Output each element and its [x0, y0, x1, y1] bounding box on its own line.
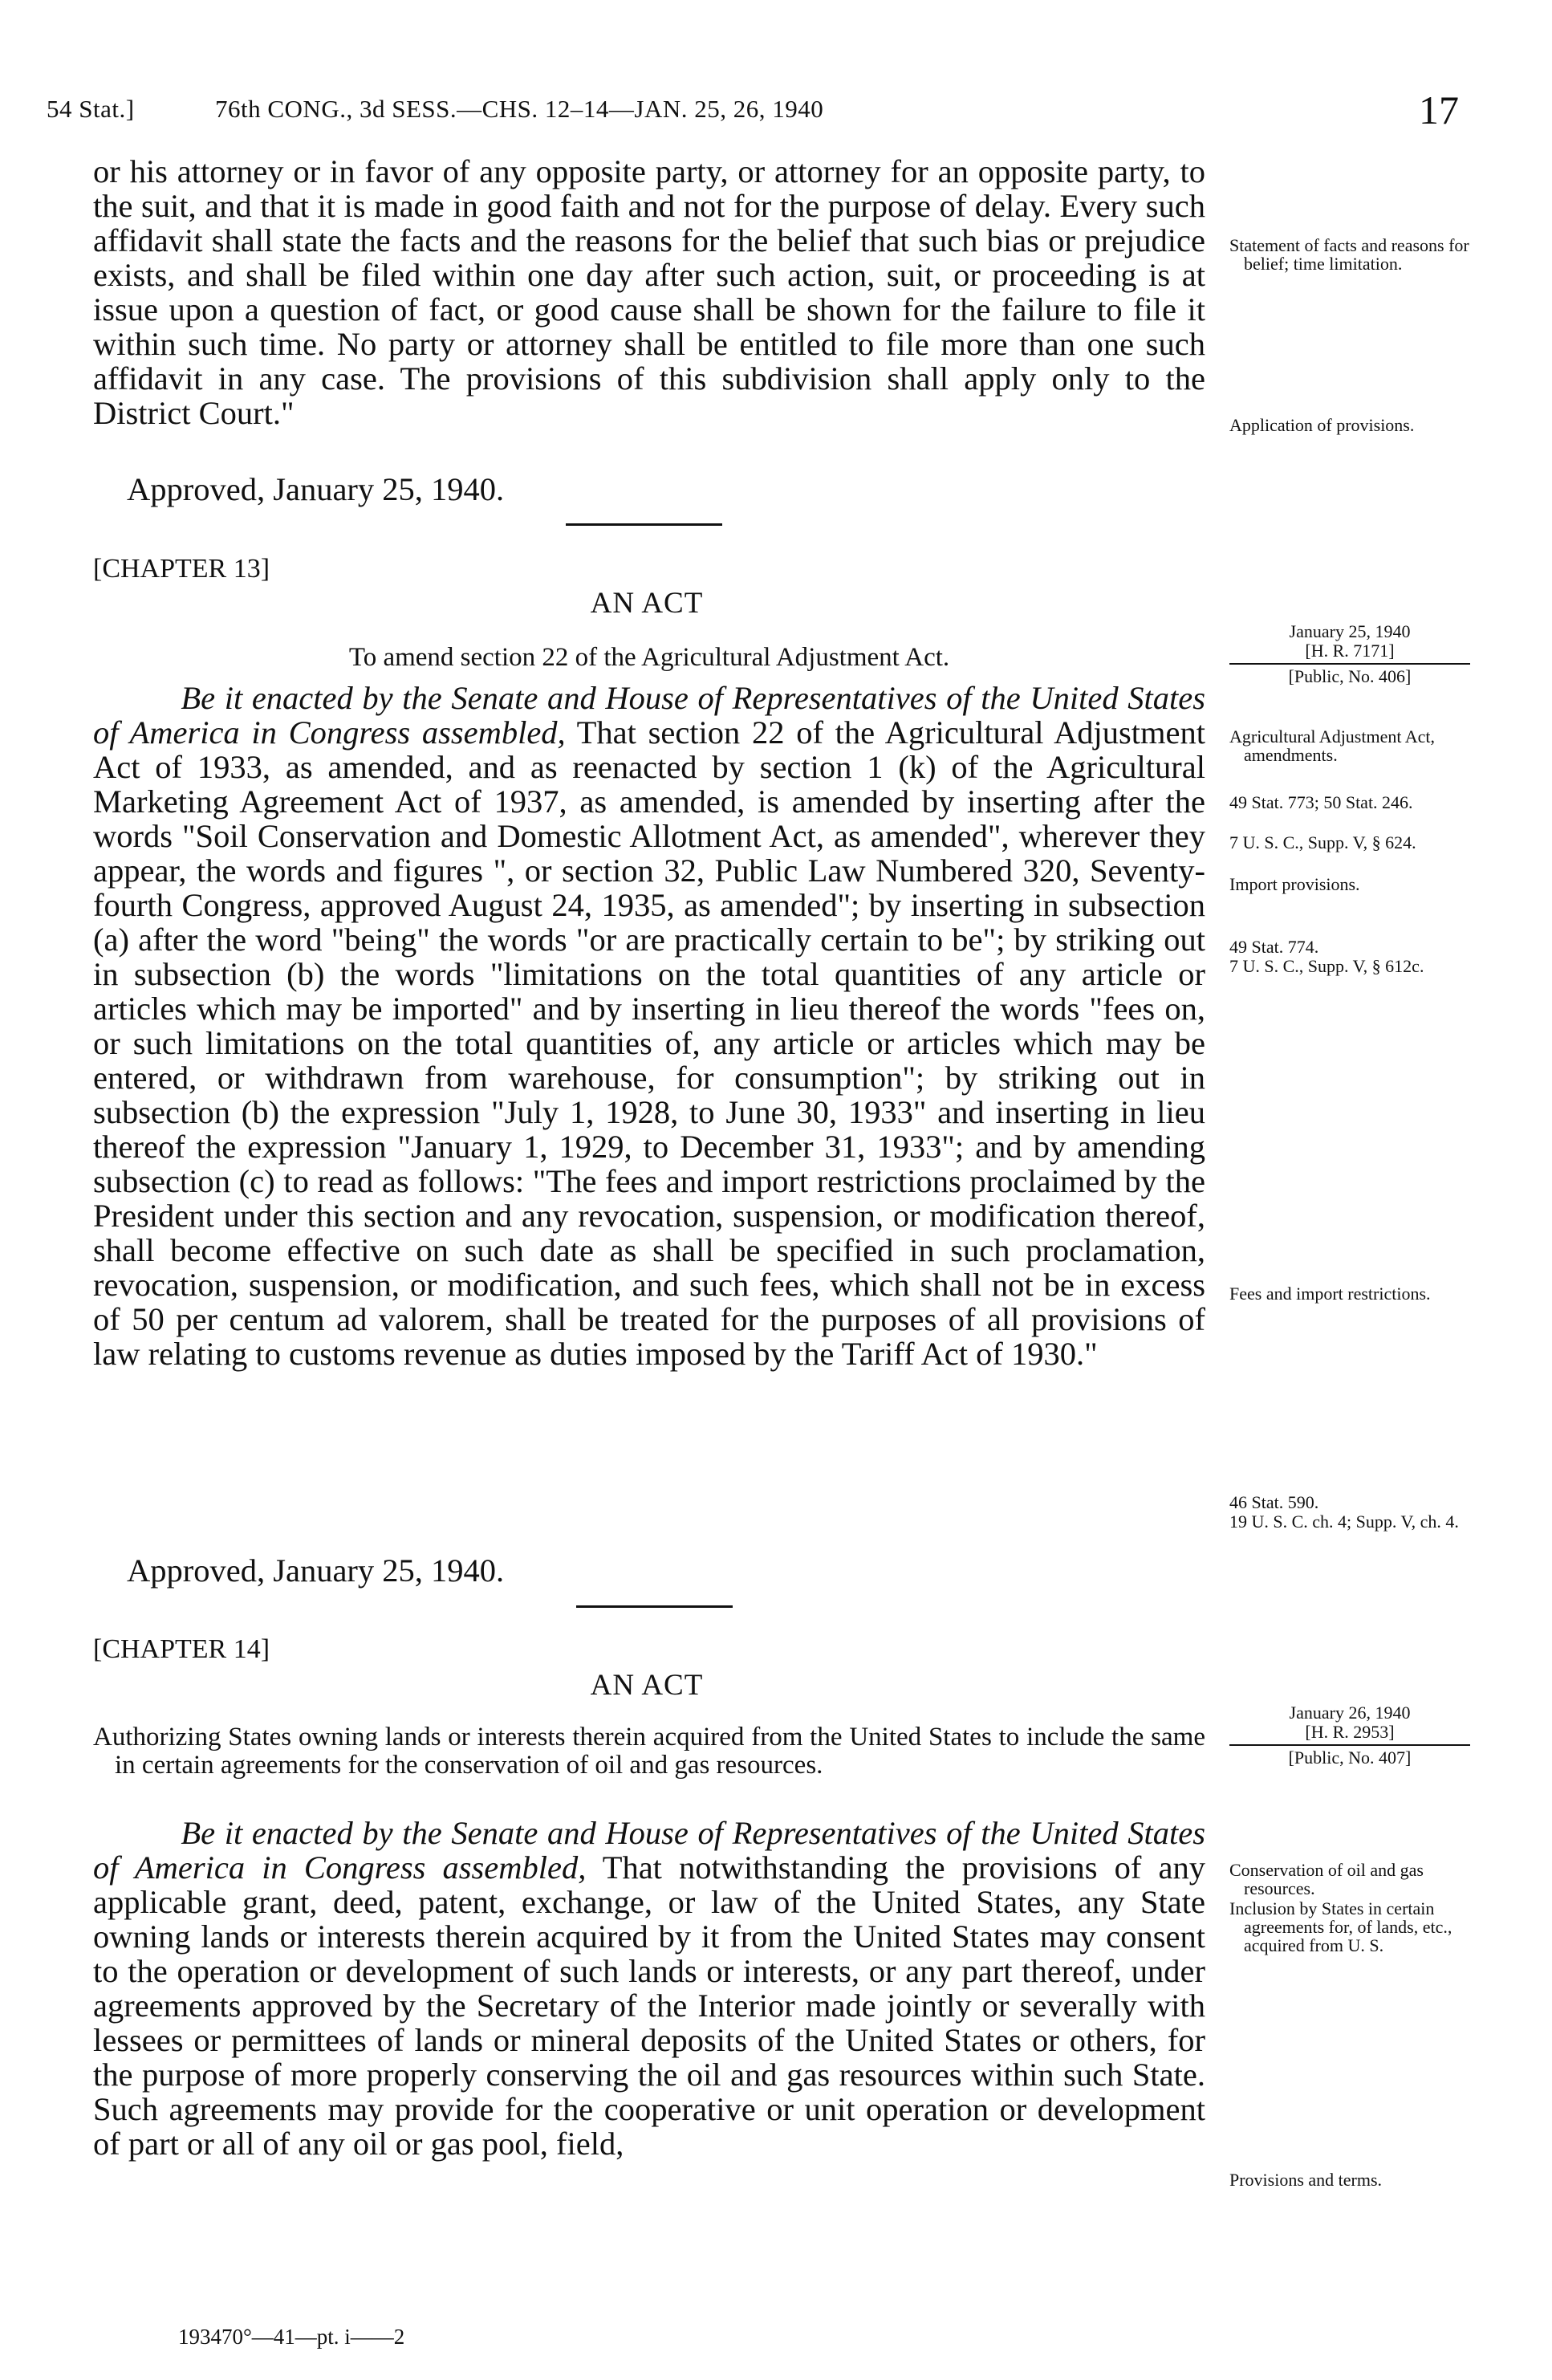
margin-note-fees: Fees and import restrictions.: [1229, 1284, 1431, 1304]
opening-text: or his attorney or in favor of any opposite party, or attorney for an opposite party, to the suit, and that it is made in good faith and not for the purpose of delay. Every such affidavit shall state the facts and the reasons for the belief that such bias or prejudice exists, and shall be filed within one day after such action, suit, or proceeding is at issue upon a question of fact, or good cause shall be shown for the failure to file it within such time. No party or attorney shall be entitled to file more than one such affidavit in any case. The provisions of this subdivision shall apply only to the District Court.": [93, 153, 1205, 431]
margin-note-statement: Statement of facts and reasons for belief; time limitation.: [1229, 235, 1469, 274]
chapter14-label: [CHAPTER 14]: [93, 1634, 270, 1664]
margin-note-citation-2: 7 U. S. C., Supp. V, § 624.: [1229, 832, 1416, 852]
margin-note-provisions: Provisions and terms.: [1229, 2170, 1383, 2190]
chapter13-enacting-clause: Be it enacted by the Senate and House of Representatives of the United States of America in Congress assembled,: [93, 680, 1205, 751]
margin-note-application: Application of provisions.: [1229, 415, 1415, 435]
chapter13-body: [93, 681, 1205, 1371]
chapter14-text: That notwithstanding the provisions of any applicable grant, deed, patent, exchange, or law of the United States, any State owning lands or interests therein acquired by it from the United States may consent to the operation or development of such lands or interests, or any part thereof, under agreements approved by the Secretary of the Interior made jointly or severally with lessees or permittees of lands or mineral deposits of the United States or others, for the purpose of more properly conserving the oil and gas resources within such State. Such agreements may provide for the cooperative or unit operation or development of part or all of any oil or gas pool, field,: [93, 1849, 1205, 2162]
chapter14-act-heading: AN ACT: [590, 1669, 704, 1702]
chapter14-date: January 26, 1940: [1289, 1703, 1411, 1723]
margin-note-citation-1: 49 Stat. 773; 50 Stat. 246.: [1229, 792, 1413, 812]
margin-note-citation-6: 19 U. S. C. ch. 4; Supp. V, ch. 4.: [1229, 1511, 1459, 1532]
margin-note-inclusion: Inclusion by States in certain agreements for, of lands, etc., acquired from U. S.: [1229, 1898, 1452, 1955]
chapter14-margin-header: [1229, 1703, 1470, 1768]
chapter14-title: Authorizing States owning lands or interests therein acquired from the United States to include the same in certain agreements for the conservation of oil and gas resources.: [93, 1723, 1205, 1780]
chapter14-enacting-clause: Be it enacted by the Senate and House of Representatives of the United States of America in Congress assembled,: [93, 1815, 1205, 1886]
chapter13-act-heading: AN ACT: [590, 587, 704, 620]
chapter13-public-number: [Public, No. 406]: [1288, 666, 1412, 686]
chapter13-date: January 25, 1940: [1289, 621, 1411, 641]
chapter14-public-number: [Public, No. 407]: [1288, 1747, 1412, 1768]
running-header-left: 54 Stat.]: [47, 95, 135, 123]
margin-note-citation-3: 49 Stat. 774.: [1229, 937, 1319, 957]
chapter13-margin-header: [1229, 622, 1470, 686]
chapter14-bill-number: [H. R. 2953]: [1229, 1723, 1470, 1746]
margin-note-import: Import provisions.: [1229, 874, 1360, 894]
margin-note-citation-4: 7 U. S. C., Supp. V, § 612c.: [1229, 956, 1424, 976]
chapter13-rule: [566, 523, 722, 526]
page-number: 17: [1419, 87, 1459, 132]
chapter13-bill-number: [H. R. 7171]: [1229, 641, 1470, 665]
chapter13-title: To amend section 22 of the Agricultural Adjustment Act.: [348, 643, 950, 672]
running-header-center: 76th CONG., 3d SESS.—CHS. 12–14—JAN. 25, 26, 1940: [215, 95, 824, 123]
opening-paragraph: [93, 154, 1205, 430]
chapter14-rule: [576, 1605, 733, 1608]
chapter13-label: [CHAPTER 13]: [93, 554, 270, 584]
opening-approved: Approved, January 25, 1940.: [127, 471, 505, 507]
margin-note-agricultural-adjustment: Agricultural Adjustment Act, amendments.: [1229, 726, 1436, 765]
page-footer-signature: 193470°—41—pt. i——2: [178, 2325, 405, 2349]
chapter14-body: [93, 1816, 1205, 2161]
chapter13-approved: Approved, January 25, 1940.: [127, 1552, 505, 1589]
margin-note-conservation: Conservation of oil and gas resources.: [1229, 1860, 1424, 1898]
chapter13-text: That section 22 of the Agricultural Adjustment Act of 1933, as amended, and as reenacted by section 1 (k) of the Agricultural Marketing Agreement Act of 1937, as amended, is amended by inserting after the words "Soil Conservation and Domestic Allotment Act, as amended", wherever they appear, the words and figures ", or section 32, Public Law Numbered 320, Seventy-fourth Congress, approved August 24, 1935, as amended"; by inserting in subsection (a) after the word "being" the words "or are practically certain to be"; by striking out in subsection (b) the words "limitations on the total quantities of any article or articles which may be imported" and by inserting in lieu thereof the words "fees on, or such limitations on the total quantities of, any article or articles which may be entered, or withdrawn from warehouse, for consumption"; by striking out in subsection (b) the expression "July 1, 1928, to June 30, 1933" and inserting in lieu thereof the expression "January 1, 1929, to December 31, 1933"; and by amending subsection (c) to read as follows: "The fees and import restrictions proclaimed by the President under this section and any revocation, suspension, or modification thereof, shall become effective on such date as shall be specified in such proclamation, revocation, suspension, or modification, and such fees, which shall not be in excess of 50 per centum ad valorem, shall be treated for the purposes of all provisions of law relating to customs revenue as duties imposed by the Tariff Act of 1930.": [93, 714, 1205, 1372]
margin-note-citation-5: 46 Stat. 590.: [1229, 1492, 1319, 1512]
